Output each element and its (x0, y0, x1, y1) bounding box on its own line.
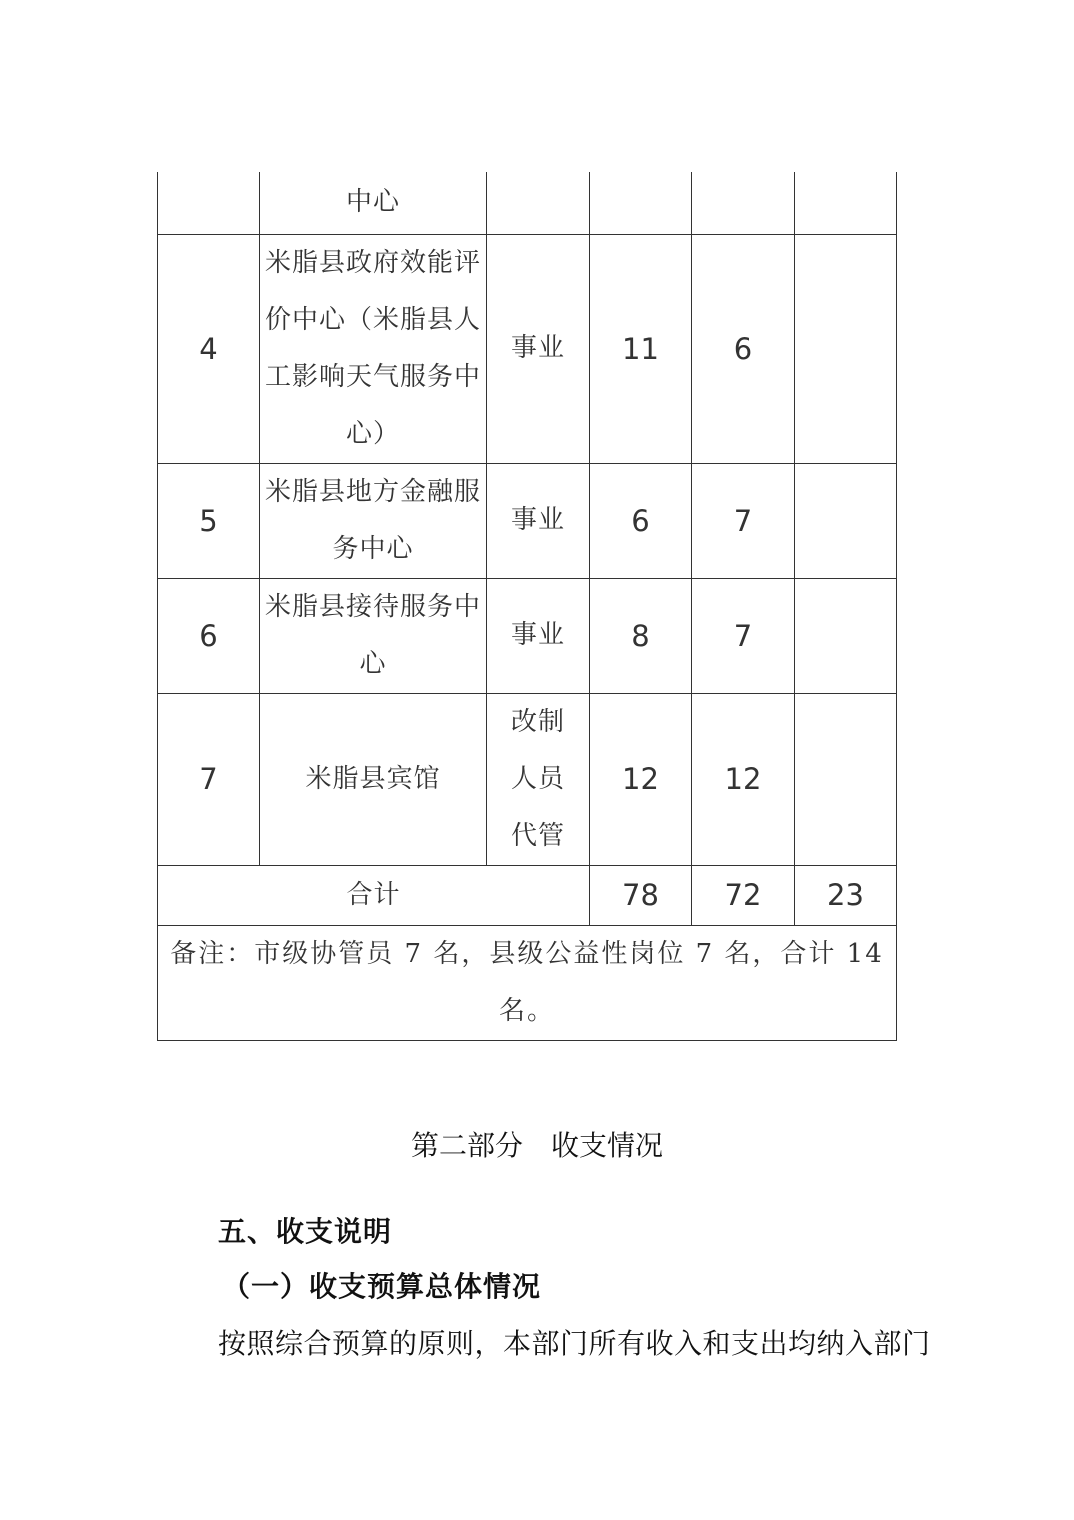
cell-col6 (795, 234, 897, 463)
note-cell (158, 925, 897, 1040)
cell-col5 (692, 172, 795, 234)
cell-index: 4 (158, 234, 260, 463)
sub-heading: （一）收支预算总体情况 (222, 1270, 542, 1303)
unit-name-text: 米脂县政府效能评价中心（米脂县人工影响天气服务中心） (264, 247, 481, 449)
cell-col6 (795, 172, 897, 234)
cell-type (487, 693, 590, 865)
cell-col6 (795, 693, 897, 865)
cell-col5: 6 (692, 234, 795, 463)
cell-col6 (795, 463, 897, 578)
table-note-row (158, 925, 897, 1040)
total-label: 合计 (158, 865, 590, 925)
cell-col5: 7 (692, 463, 795, 578)
note-text: 备注：市级协管员 7 名，县级公益性岗位 7 名，合计 14 名。 (170, 938, 884, 1026)
cell-unit-name (260, 463, 487, 578)
cell-unit-name (260, 693, 487, 865)
unit-name-text: 米脂县宾馆 (305, 763, 441, 794)
part-title: 第二部分 收支情况 (410, 1129, 663, 1162)
cell-col4: 8 (590, 578, 692, 693)
table-row (158, 693, 897, 865)
cell-col4: 11 (590, 234, 692, 463)
cell-unit-name (260, 234, 487, 463)
staff-table (157, 172, 897, 1041)
cell-type: 事业 (487, 578, 590, 693)
cell-type: 事业 (487, 234, 590, 463)
cell-col5: 12 (692, 693, 795, 865)
body-paragraph: 按照综合预算的原则，本部门所有收入和支出均纳入部门 (218, 1327, 931, 1360)
cell-index: 6 (158, 578, 260, 693)
unit-name-text: 中心 (345, 187, 400, 218)
cell-index: 7 (158, 693, 260, 865)
cell-col4: 12 (590, 693, 692, 865)
cell-index: 5 (158, 463, 260, 578)
cell-col5: 7 (692, 578, 795, 693)
cell-type (487, 172, 590, 234)
cell-col4: 6 (590, 463, 692, 578)
table-row-continuation (158, 172, 897, 234)
unit-name-text: 米脂县接待服务中心 (264, 591, 481, 679)
unit-type-text: 改制人员代管 (510, 706, 565, 851)
total-col4: 78 (590, 865, 692, 925)
table-row (158, 578, 897, 693)
table-row (158, 234, 897, 463)
cell-col6 (795, 578, 897, 693)
table-row (158, 463, 897, 578)
table-total-row (158, 865, 897, 925)
cell-unit-name (260, 172, 487, 234)
cell-col4 (590, 172, 692, 234)
cell-unit-name (260, 578, 487, 693)
cell-index (158, 172, 260, 234)
total-col6: 23 (795, 865, 897, 925)
unit-name-text: 米脂县地方金融服务中心 (264, 476, 481, 564)
section-heading: 五、收支说明 (218, 1215, 393, 1248)
total-col5: 72 (692, 865, 795, 925)
cell-type: 事业 (487, 463, 590, 578)
